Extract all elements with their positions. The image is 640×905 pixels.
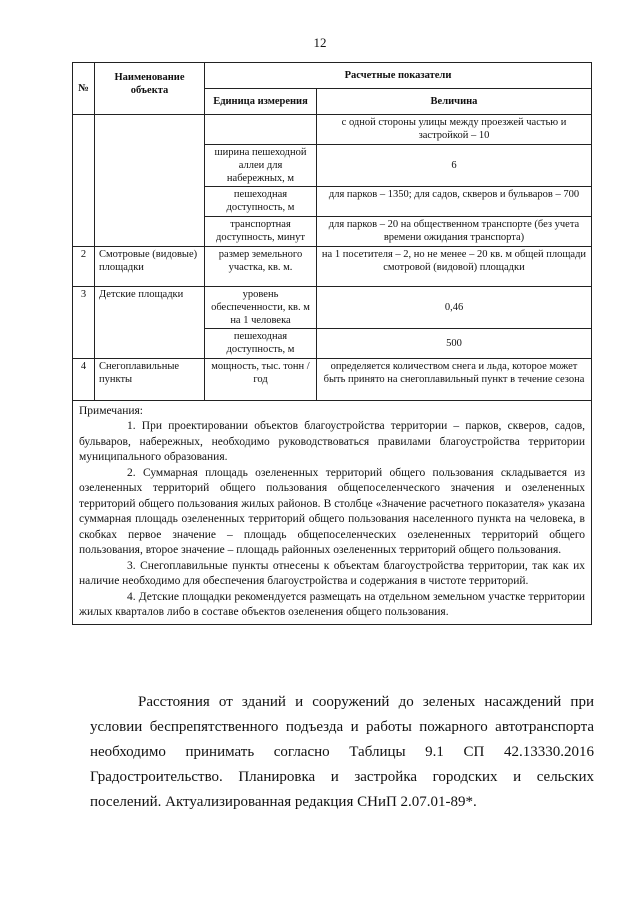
cell-name xyxy=(95,115,205,247)
header-value: Величина xyxy=(317,89,592,115)
cell-unit xyxy=(205,115,317,145)
cell-no: 2 xyxy=(73,247,95,287)
cell-no xyxy=(73,115,95,247)
cell-unit: пешеходная доступность, м xyxy=(205,187,317,217)
table-row xyxy=(73,247,592,287)
cell-value: определяется количеством снега и льда, которое может быть принято на снегоплавильный пункт в течение сезона xyxy=(317,359,592,401)
cell-unit: уровень обеспеченности, кв. м на 1 человека xyxy=(205,287,317,329)
note-item: 1. При проектировании объектов благоустройства территории – парков, скверов, садов, бульваров, набережных, необходимо руководствоваться правилами благоустройства территории муниципального образования. xyxy=(79,420,585,463)
cell-name: Снегоплавильные пункты xyxy=(95,359,205,401)
table-row xyxy=(73,115,592,145)
cell-name: Смотровые (видовые) площадки xyxy=(95,247,205,287)
cell-no: 3 xyxy=(73,287,95,359)
cell-value: на 1 посетителя – 2, но не менее – 20 кв. м общей площади смотровой (видовой) площадки xyxy=(317,247,592,287)
header-unit: Единица измерения xyxy=(205,89,317,115)
cell-unit: размер земельного участка, кв. м. xyxy=(205,247,317,287)
cell-value: 500 xyxy=(317,329,592,359)
cell-value: 6 xyxy=(317,145,592,187)
cell-no: 4 xyxy=(73,359,95,401)
body-paragraph: Расстояния от зданий и сооружений до зеленых насаждений при условии беспрепятственного подъезда и работы пожарного автотранспорта необходимо принимать согласно Таблицы 9.1 СП 42.13330.2016 Градостроительство. Планировка и застройка городских и сельских поселений. Актуализированная редакция СНиП 2.07.01-89*. xyxy=(90,694,594,810)
cell-value: с одной стороны улицы между проезжей частью и застройкой – 10 xyxy=(317,115,592,145)
cell-value: для парков – 20 на общественном транспорте (без учета времени ожидания транспорта) xyxy=(317,217,592,247)
cell-value: 0,46 xyxy=(317,287,592,329)
header-calc: Расчетные показатели xyxy=(205,63,592,89)
page-number: 12 xyxy=(313,35,327,50)
note-item: 3. Снегоплавильные пункты отнесены к объектам благоустройства территории, так как их наличие необходимо для обеспечения благоустройства и содержания в чистоте территорий. xyxy=(79,559,585,587)
cell-unit: пешеходная доступность, м xyxy=(205,329,317,359)
cell-value: для парков – 1350; для садов, скверов и бульваров – 700 xyxy=(317,187,592,217)
table-row xyxy=(73,287,592,329)
cell-unit: мощность, тыс. тонн / год xyxy=(205,359,317,401)
notes-row xyxy=(73,401,592,625)
cell-unit: ширина пешеходной аллеи для набережных, м xyxy=(205,145,317,187)
note-item: 2. Суммарная площадь озелененных территорий общего пользования складывается из озелененных территорий общего пользования общепоселенческого значения и озелененных территорий общего пользования жилых районов. В столбце «Значение расчетного показателя» указана суммарная площадь озелененных территорий общего пользования населенного пункта на человека, в скобках первое значение – площадь общепоселенческих озелененных территорий общего пользования, второе значение – площадь районных озелененных территорий общего пользования. xyxy=(79,466,585,556)
note-item: 4. Детские площадки рекомендуется размещать на отдельном земельном участке территории жилых кварталов либо в составе объектов озеленения общего пользования. xyxy=(79,590,585,618)
notes-title: Примечания: xyxy=(79,405,143,417)
cell-name: Детские площадки xyxy=(95,287,205,359)
header-name: Наименование объекта xyxy=(95,63,205,115)
cell-unit: транспортная доступность, минут xyxy=(205,217,317,247)
table-row xyxy=(73,359,592,401)
header-no: № xyxy=(73,63,95,115)
standards-table xyxy=(72,62,592,625)
notes-cell xyxy=(73,401,592,625)
